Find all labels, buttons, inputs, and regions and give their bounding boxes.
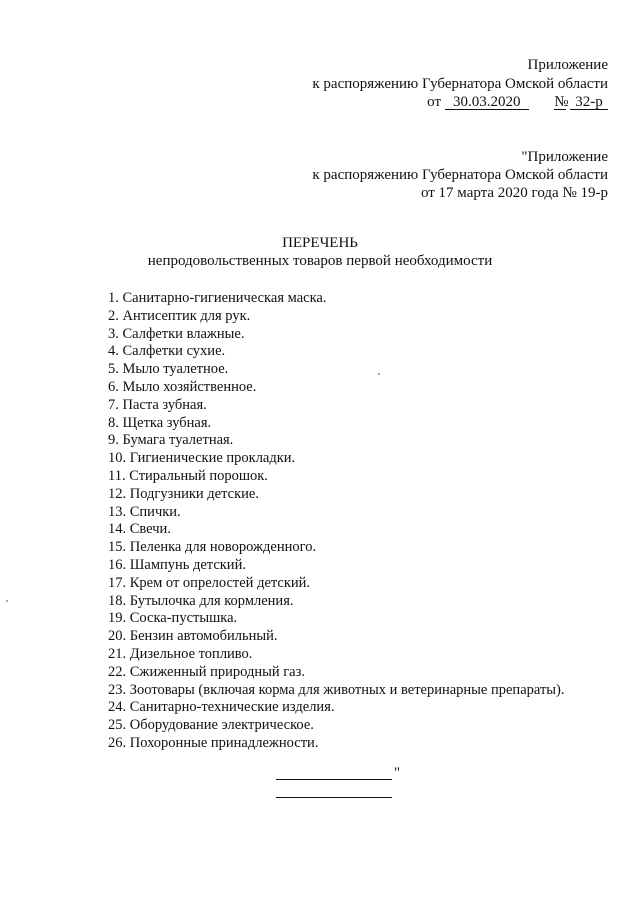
list-item: 20. Бензин автомобильный. (108, 628, 278, 645)
appendix-order-reference: к распоряжению Губернатора Омской области (312, 76, 608, 92)
list-item: 8. Щетка зубная. (108, 414, 212, 431)
quoted-appendix-title: "Приложение (521, 149, 608, 165)
list-item: 15. Пеленка для новорожденного. (108, 539, 317, 556)
order-date: 30.03.2020 (445, 93, 529, 111)
quoted-appendix-date-line: от 17 марта 2020 года № 19-р (420, 185, 608, 201)
list-item: 9. Бумага туалетная. (108, 432, 234, 449)
list-item: 25. Оборудование электрическое. (108, 717, 314, 734)
list-item: 3. Салфетки влажные. (108, 325, 245, 342)
list-item: 2. Антисептик для рук. (108, 307, 251, 324)
list-item: 6. Мыло хозяйственное. (108, 378, 257, 395)
scan-speck (6, 600, 8, 602)
scan-speck (378, 373, 380, 375)
list-item: 24. Санитарно-технические изделия. (108, 699, 335, 716)
document-subtitle: непродовольственных товаров первой необходимости (147, 253, 493, 269)
list-item: 19. Соска-пустышка. (108, 610, 238, 627)
number-sign: № (554, 94, 569, 110)
appendix-title: Приложение (527, 57, 608, 73)
list-item: 13. Спички. (108, 503, 181, 520)
list-item: 23. Зоотовары (включая корма для животных и ветеринарные препараты). (108, 681, 565, 698)
order-number: 32-р (570, 93, 608, 111)
document-title: ПЕРЕЧЕНЬ (282, 235, 358, 251)
list-item: 7. Паста зубная. (108, 396, 207, 413)
list-item: 5. Мыло туалетное. (108, 361, 229, 378)
list-item: 11. Стиральный порошок. (108, 467, 268, 484)
list-item: 22. Сжиженный природный газ. (108, 663, 305, 680)
list-item: 16. Шампунь детский. (108, 556, 246, 573)
from-label: от (427, 94, 441, 110)
appendix-date-number-line (427, 93, 608, 111)
list-item: 12. Подгузники детские. (108, 485, 259, 502)
list-item: 14. Свечи. (108, 521, 171, 538)
list-item: 10. Гигиенические прокладки. (108, 450, 296, 467)
closing-quote: " (394, 765, 401, 781)
list-item: 18. Бутылочка для кормления. (108, 592, 294, 609)
quoted-appendix-order-reference: к распоряжению Губернатора Омской области (312, 167, 608, 183)
list-item: 4. Салфетки сухие. (108, 343, 226, 360)
list-item: 26. Похоронные принадлежности. (108, 734, 319, 751)
list-item: 17. Крем от опрелостей детский. (108, 574, 311, 591)
separator-line-top (276, 779, 392, 780)
goods-list (108, 290, 564, 753)
list-item: 21. Дизельное топливо. (108, 645, 253, 662)
separator-line-bottom (276, 797, 392, 798)
list-item: 1. Санитарно-гигиеническая маска. (108, 290, 327, 306)
